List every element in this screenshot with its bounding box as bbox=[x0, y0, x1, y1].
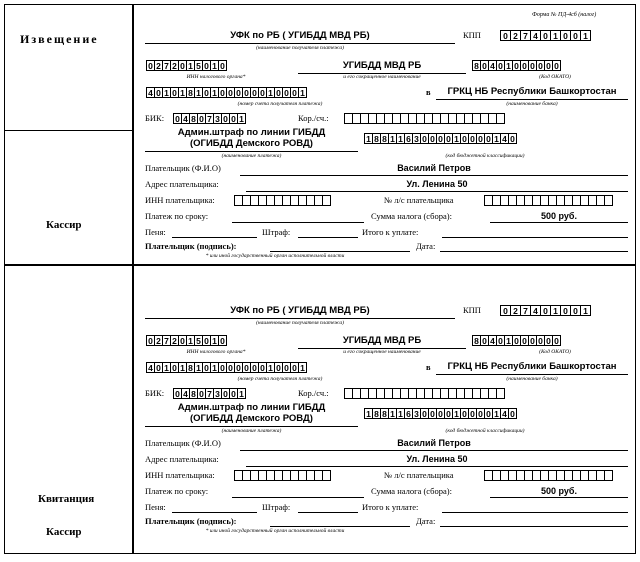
bik-digits-cell: 3 bbox=[213, 113, 222, 124]
account-digits-cell: 0 bbox=[290, 87, 299, 98]
payer-inn-digits-cell[interactable] bbox=[322, 470, 331, 481]
kbk-digits-cell: 4 bbox=[500, 133, 509, 144]
sum-value: 500 руб. bbox=[541, 486, 577, 496]
kbk-digits-cell: 0 bbox=[468, 408, 477, 419]
inn-digits-cell: 5 bbox=[194, 60, 203, 71]
recipient-caption: (наименование получателя платежа) bbox=[256, 45, 344, 51]
notice-cashier: Кассир bbox=[46, 219, 82, 231]
notice-divider bbox=[4, 130, 132, 131]
bik-digits-cell: 3 bbox=[213, 388, 222, 399]
short-name-caption: и его сокращенное наименование bbox=[343, 74, 421, 80]
ps-digits[interactable] bbox=[484, 195, 612, 206]
payment-name-line bbox=[145, 426, 358, 427]
address-line bbox=[246, 191, 628, 192]
ps-digits-cell[interactable] bbox=[604, 195, 613, 206]
account-digits-cell: 1 bbox=[266, 362, 275, 373]
kor-account-digits-cell[interactable] bbox=[496, 388, 505, 399]
kbk-digits-cell: 1 bbox=[396, 133, 405, 144]
bank-caption: (наименование банка) bbox=[506, 101, 558, 107]
okato-digits-cell: 0 bbox=[536, 60, 545, 71]
inn-digits-cell: 1 bbox=[210, 60, 219, 71]
kpp-digits-cell: 0 bbox=[570, 305, 581, 316]
okato-digits-cell: 0 bbox=[512, 60, 521, 71]
account-caption: (номер счета получателя платежа) bbox=[237, 376, 323, 382]
kbk-digits bbox=[364, 133, 516, 144]
short-name: УГИБДД МВД РБ bbox=[342, 335, 422, 346]
kpp-digits bbox=[500, 30, 590, 41]
okato-digits-cell: 0 bbox=[496, 60, 505, 71]
inn-digits-cell: 0 bbox=[146, 335, 155, 346]
payer-inn-digits[interactable] bbox=[234, 470, 330, 481]
bik-digits-cell: 0 bbox=[229, 113, 238, 124]
inn-digits-cell: 0 bbox=[202, 60, 211, 71]
sum-label: Сумма налога (сбора): bbox=[371, 211, 452, 221]
short-name: УГИБДД МВД РБ bbox=[342, 60, 422, 71]
kpp-digits-cell: 2 bbox=[510, 30, 521, 41]
account-digits-cell: 1 bbox=[194, 362, 203, 373]
due-label: Платеж по сроку: bbox=[145, 211, 209, 221]
kpp-digits-cell: 0 bbox=[560, 305, 571, 316]
account-digits-cell: 1 bbox=[194, 87, 203, 98]
kbk-digits-cell: 8 bbox=[380, 133, 389, 144]
okato-digits-cell: 0 bbox=[496, 335, 505, 346]
footnote: * или иной государственный орган исполнительной власти bbox=[205, 528, 345, 534]
kbk-digits-cell: 0 bbox=[428, 133, 437, 144]
okato-caption: (Код ОКАТО) bbox=[539, 349, 571, 355]
kbk-digits-cell: 0 bbox=[428, 408, 437, 419]
kbk-digits-cell: 1 bbox=[452, 133, 461, 144]
okato-caption: (Код ОКАТО) bbox=[539, 74, 571, 80]
account-digits-cell: 0 bbox=[202, 362, 211, 373]
inn-digits-cell: 2 bbox=[170, 60, 179, 71]
account-digits-cell: 0 bbox=[242, 87, 251, 98]
kpp-label: КПП bbox=[463, 30, 481, 40]
inn-caption: ИНН налогового органа* bbox=[186, 349, 246, 355]
bik-digits-cell: 0 bbox=[221, 113, 230, 124]
account-digits-cell: 8 bbox=[186, 362, 195, 373]
kpp-digits-cell: 7 bbox=[520, 305, 531, 316]
kbk-digits-cell: 8 bbox=[372, 408, 381, 419]
kbk-digits-cell: 0 bbox=[420, 408, 429, 419]
okato-digits-cell: 0 bbox=[480, 335, 489, 346]
account-digits-cell: 0 bbox=[250, 87, 259, 98]
kbk-digits-cell: 0 bbox=[420, 133, 429, 144]
account-digits-cell: 0 bbox=[218, 362, 227, 373]
receipt-cashier: Кассир bbox=[46, 526, 82, 538]
account-digits-cell: 1 bbox=[210, 87, 219, 98]
okato-digits-cell: 0 bbox=[544, 335, 553, 346]
inn-digits-cell: 7 bbox=[162, 60, 171, 71]
kbk-digits-cell: 0 bbox=[460, 408, 469, 419]
penalty-line[interactable] bbox=[172, 237, 257, 238]
payer-value: Василий Петров bbox=[397, 163, 471, 173]
kbk-digits-cell: 0 bbox=[436, 408, 445, 419]
penalty-label: Пеня: bbox=[145, 502, 166, 512]
kpp-digits-cell: 4 bbox=[530, 305, 541, 316]
due-line[interactable] bbox=[232, 497, 364, 498]
account-digits-cell: 0 bbox=[258, 87, 267, 98]
total-line[interactable] bbox=[442, 237, 628, 238]
section-divider bbox=[4, 264, 636, 266]
inn-digits-cell: 0 bbox=[146, 60, 155, 71]
footnote: * или иной государственный орган исполнительной власти bbox=[205, 253, 345, 259]
kpp-label: КПП bbox=[463, 305, 481, 315]
inn-digits-cell: 7 bbox=[162, 335, 171, 346]
due-line[interactable] bbox=[232, 222, 364, 223]
account-digits bbox=[146, 87, 306, 98]
kbk-digits-cell: 4 bbox=[500, 408, 509, 419]
inn-digits-cell: 1 bbox=[186, 60, 195, 71]
total-label: Итого к уплате: bbox=[362, 227, 419, 237]
okato-digits-cell: 0 bbox=[480, 60, 489, 71]
kbk-digits-cell: 6 bbox=[404, 133, 413, 144]
okato-digits-cell: 8 bbox=[472, 335, 481, 346]
kbk-digits-cell: 1 bbox=[364, 408, 373, 419]
kpp-digits-cell: 1 bbox=[550, 30, 561, 41]
total-label: Итого к уплате: bbox=[362, 502, 419, 512]
account-digits-cell: 0 bbox=[218, 87, 227, 98]
inn-digits-cell: 2 bbox=[154, 60, 163, 71]
notice-title: Извещение bbox=[20, 32, 99, 46]
kbk-digits-cell: 8 bbox=[372, 133, 381, 144]
account-digits-cell: 0 bbox=[202, 87, 211, 98]
penalty-line[interactable] bbox=[172, 512, 257, 513]
payment-name-caption: (наименование платежа) bbox=[221, 428, 282, 434]
account-digits-cell: 0 bbox=[234, 87, 243, 98]
kbk-digits-cell: 1 bbox=[396, 408, 405, 419]
kbk-digits-cell: 0 bbox=[484, 133, 493, 144]
kbk-digits-cell: 6 bbox=[404, 408, 413, 419]
account-digits-cell: 1 bbox=[162, 87, 171, 98]
kpp-digits-cell: 0 bbox=[500, 305, 511, 316]
account-caption: (номер счета получателя платежа) bbox=[237, 101, 323, 107]
kor-account-digits-cell[interactable] bbox=[496, 113, 505, 124]
kbk-digits-cell: 0 bbox=[476, 133, 485, 144]
address-label: Адрес плательщика: bbox=[145, 454, 219, 464]
kbk-digits-cell: 8 bbox=[380, 408, 389, 419]
inn-digits bbox=[146, 335, 226, 346]
bik-digits-cell: 0 bbox=[229, 388, 238, 399]
payment-name-line1: Админ.штраф по линии ГИБДД bbox=[177, 127, 326, 138]
okato-digits-cell: 0 bbox=[520, 60, 529, 71]
bik-digits bbox=[173, 388, 245, 399]
ps-digits-cell[interactable] bbox=[604, 470, 613, 481]
kbk-digits-cell: 1 bbox=[388, 133, 397, 144]
total-line[interactable] bbox=[442, 512, 628, 513]
payer-inn-label: ИНН плательщика: bbox=[145, 470, 215, 480]
kpp-digits-cell: 7 bbox=[520, 30, 531, 41]
kpp-digits-cell: 0 bbox=[570, 30, 581, 41]
kpp-digits-cell: 1 bbox=[550, 305, 561, 316]
kbk-digits-cell: 1 bbox=[388, 408, 397, 419]
kor-label: Кор./сч.: bbox=[298, 113, 329, 123]
payer-label: Плательщик (Ф.И.О) bbox=[145, 163, 221, 173]
payment-name-line bbox=[145, 151, 358, 152]
payer-inn-digits[interactable] bbox=[234, 195, 330, 206]
signature-line[interactable] bbox=[270, 251, 410, 252]
bik-digits-cell: 0 bbox=[197, 113, 206, 124]
account-digits-cell: 0 bbox=[274, 87, 283, 98]
inn-digits-cell: 2 bbox=[170, 335, 179, 346]
okato-digits-cell: 0 bbox=[536, 335, 545, 346]
kpp-digits-cell: 0 bbox=[500, 30, 511, 41]
ps-digits[interactable] bbox=[484, 470, 612, 481]
kbk-digits-cell: 0 bbox=[436, 133, 445, 144]
account-digits-cell: 0 bbox=[170, 87, 179, 98]
kbk-digits-cell: 0 bbox=[444, 133, 453, 144]
kbk-digits-cell: 0 bbox=[460, 133, 469, 144]
kbk-caption: (код бюджетной классификации) bbox=[445, 428, 525, 434]
kbk-digits-cell: 1 bbox=[452, 408, 461, 419]
account-digits-cell: 0 bbox=[154, 362, 163, 373]
account-digits-cell: 1 bbox=[298, 87, 307, 98]
bank-line bbox=[436, 99, 628, 100]
short-name-caption: и его сокращенное наименование bbox=[343, 349, 421, 355]
bik-digits-cell: 8 bbox=[189, 113, 198, 124]
recipient-caption: (наименование получателя платежа) bbox=[256, 320, 344, 326]
fine-label: Штраф: bbox=[262, 502, 291, 512]
inn-digits-cell: 1 bbox=[210, 335, 219, 346]
sum-line[interactable] bbox=[490, 222, 628, 223]
okato-digits-cell: 1 bbox=[504, 335, 513, 346]
bik-label: БИК: bbox=[145, 388, 165, 398]
recipient-line bbox=[145, 43, 455, 44]
okato-digits bbox=[472, 335, 560, 346]
kpp-digits-cell: 1 bbox=[580, 305, 591, 316]
date-label: Дата: bbox=[416, 516, 436, 526]
kbk-digits-cell: 0 bbox=[508, 408, 517, 419]
kpp-digits-cell: 0 bbox=[540, 305, 551, 316]
payer-line bbox=[240, 450, 628, 451]
payer-label: Плательщик (Ф.И.О) bbox=[145, 438, 221, 448]
signature-line[interactable] bbox=[270, 526, 410, 527]
account-digits-cell: 0 bbox=[282, 87, 291, 98]
account-digits-cell: 0 bbox=[170, 362, 179, 373]
account-digits-cell: 1 bbox=[266, 87, 275, 98]
inn-digits-cell: 5 bbox=[194, 335, 203, 346]
bik-digits bbox=[173, 113, 245, 124]
sum-line[interactable] bbox=[490, 497, 628, 498]
bik-digits-cell: 0 bbox=[221, 388, 230, 399]
form-number: Форма № ПД-4сб (налог) bbox=[532, 12, 597, 18]
bank-line bbox=[436, 374, 628, 375]
inn-digits-cell: 0 bbox=[218, 335, 227, 346]
kpp-digits-cell: 2 bbox=[510, 305, 521, 316]
kbk-digits-cell: 3 bbox=[412, 408, 421, 419]
inn-digits-cell: 1 bbox=[186, 335, 195, 346]
bik-digits-cell: 8 bbox=[189, 388, 198, 399]
okato-digits-cell: 0 bbox=[528, 60, 537, 71]
okato-digits-cell: 0 bbox=[512, 335, 521, 346]
in-label: в bbox=[426, 87, 431, 97]
bank-caption: (наименование банка) bbox=[506, 376, 558, 382]
bank-name: ГРКЦ НБ Республики Башкортостан bbox=[447, 361, 617, 372]
account-digits-cell: 0 bbox=[290, 362, 299, 373]
kbk-digits-cell: 1 bbox=[492, 133, 501, 144]
account-digits-cell: 1 bbox=[210, 362, 219, 373]
kor-account-digits[interactable] bbox=[344, 113, 504, 124]
bik-digits-cell: 0 bbox=[173, 113, 182, 124]
address-value: Ул. Ленина 50 bbox=[406, 179, 468, 189]
inn-caption: ИНН налогового органа* bbox=[186, 74, 246, 80]
payer-inn-digits-cell[interactable] bbox=[322, 195, 331, 206]
account-digits-cell: 0 bbox=[242, 362, 251, 373]
recipient-name: УФК по РБ ( УГИБДД МВД РБ) bbox=[230, 305, 370, 316]
kbk-digits-cell: 0 bbox=[444, 408, 453, 419]
account-digits-cell: 0 bbox=[274, 362, 283, 373]
fine-label: Штраф: bbox=[262, 227, 291, 237]
account-digits-cell: 0 bbox=[258, 362, 267, 373]
account-digits-cell: 4 bbox=[146, 87, 155, 98]
account-digits-cell: 4 bbox=[146, 362, 155, 373]
kpp-digits-cell: 4 bbox=[530, 30, 541, 41]
kor-account-digits[interactable] bbox=[344, 388, 504, 399]
kpp-digits-cell: 1 bbox=[580, 30, 591, 41]
okato-digits-cell: 4 bbox=[488, 60, 497, 71]
kbk-digits-cell: 1 bbox=[492, 408, 501, 419]
signature-label: Плательщик (подпись): bbox=[145, 241, 237, 251]
account-digits-cell: 0 bbox=[226, 87, 235, 98]
account-digits-cell: 1 bbox=[178, 87, 187, 98]
kor-label: Кор./сч.: bbox=[298, 388, 329, 398]
account-digits-cell: 0 bbox=[234, 362, 243, 373]
account-digits-cell: 1 bbox=[178, 362, 187, 373]
okato-digits-cell: 0 bbox=[552, 60, 561, 71]
receipt-title: Квитанция bbox=[38, 493, 95, 505]
inn-digits-cell: 0 bbox=[178, 335, 187, 346]
bik-label: БИК: bbox=[145, 113, 165, 123]
account-digits-cell: 1 bbox=[298, 362, 307, 373]
bank-name: ГРКЦ НБ Республики Башкортостан bbox=[447, 86, 617, 97]
okato-digits-cell: 0 bbox=[552, 335, 561, 346]
recipient-name: УФК по РБ ( УГИБДД МВД РБ) bbox=[230, 30, 370, 41]
bik-digits-cell: 1 bbox=[237, 388, 246, 399]
kbk-digits-cell: 0 bbox=[476, 408, 485, 419]
date-line[interactable] bbox=[440, 251, 628, 252]
kbk-digits-cell: 0 bbox=[468, 133, 477, 144]
date-line[interactable] bbox=[440, 526, 628, 527]
fine-line[interactable] bbox=[298, 237, 358, 238]
okato-digits-cell: 1 bbox=[504, 60, 513, 71]
address-value: Ул. Ленина 50 bbox=[406, 454, 468, 464]
kpp-digits bbox=[500, 305, 590, 316]
account-digits-cell: 0 bbox=[226, 362, 235, 373]
bik-digits-cell: 4 bbox=[181, 388, 190, 399]
kpp-digits-cell: 0 bbox=[560, 30, 571, 41]
okato-digits bbox=[472, 60, 560, 71]
ps-label: № л/с плательщика bbox=[384, 470, 454, 480]
account-digits-cell: 1 bbox=[162, 362, 171, 373]
bik-digits-cell: 7 bbox=[205, 113, 214, 124]
kbk-digits bbox=[364, 408, 516, 419]
account-digits bbox=[146, 362, 306, 373]
okato-digits-cell: 0 bbox=[528, 335, 537, 346]
kbk-digits-cell: 0 bbox=[484, 408, 493, 419]
kbk-digits-cell: 0 bbox=[508, 133, 517, 144]
bik-digits-cell: 0 bbox=[197, 388, 206, 399]
date-label: Дата: bbox=[416, 241, 436, 251]
kbk-caption: (код бюджетной классификации) bbox=[445, 153, 525, 159]
inn-digits-cell: 0 bbox=[218, 60, 227, 71]
payer-inn-label: ИНН плательщика: bbox=[145, 195, 215, 205]
sum-value: 500 руб. bbox=[541, 211, 577, 221]
penalty-label: Пеня: bbox=[145, 227, 166, 237]
ps-label: № л/с плательщика bbox=[384, 195, 454, 205]
bik-digits-cell: 1 bbox=[237, 113, 246, 124]
okato-digits-cell: 0 bbox=[544, 60, 553, 71]
address-line bbox=[246, 466, 628, 467]
kpp-digits-cell: 0 bbox=[540, 30, 551, 41]
inn-digits bbox=[146, 60, 226, 71]
in-label: в bbox=[426, 362, 431, 372]
fine-line[interactable] bbox=[298, 512, 358, 513]
okato-digits-cell: 0 bbox=[520, 335, 529, 346]
inn-digits-cell: 2 bbox=[154, 335, 163, 346]
signature-label: Плательщик (подпись): bbox=[145, 516, 237, 526]
inn-digits-cell: 0 bbox=[202, 335, 211, 346]
payment-name-line2: (ОГИБДД Демского РОВД) bbox=[190, 413, 313, 424]
okato-digits-cell: 4 bbox=[488, 335, 497, 346]
bik-digits-cell: 7 bbox=[205, 388, 214, 399]
payment-name-line1: Админ.штраф по линии ГИБДД bbox=[177, 402, 326, 413]
column-divider bbox=[132, 4, 134, 554]
kbk-digits-cell: 1 bbox=[364, 133, 373, 144]
account-digits-cell: 0 bbox=[282, 362, 291, 373]
address-label: Адрес плательщика: bbox=[145, 179, 219, 189]
account-digits-cell: 0 bbox=[250, 362, 259, 373]
bik-digits-cell: 0 bbox=[173, 388, 182, 399]
payer-value: Василий Петров bbox=[397, 438, 471, 448]
payment-name-line2: (ОГИБДД Демского РОВД) bbox=[190, 138, 313, 149]
account-digits-cell: 0 bbox=[154, 87, 163, 98]
inn-digits-cell: 0 bbox=[178, 60, 187, 71]
payer-line bbox=[240, 175, 628, 176]
account-digits-cell: 8 bbox=[186, 87, 195, 98]
payment-name-caption: (наименование платежа) bbox=[221, 153, 282, 159]
okato-digits-cell: 8 bbox=[472, 60, 481, 71]
due-label: Платеж по сроку: bbox=[145, 486, 209, 496]
recipient-line bbox=[145, 318, 455, 319]
bik-digits-cell: 4 bbox=[181, 113, 190, 124]
sum-label: Сумма налога (сбора): bbox=[371, 486, 452, 496]
kbk-digits-cell: 3 bbox=[412, 133, 421, 144]
